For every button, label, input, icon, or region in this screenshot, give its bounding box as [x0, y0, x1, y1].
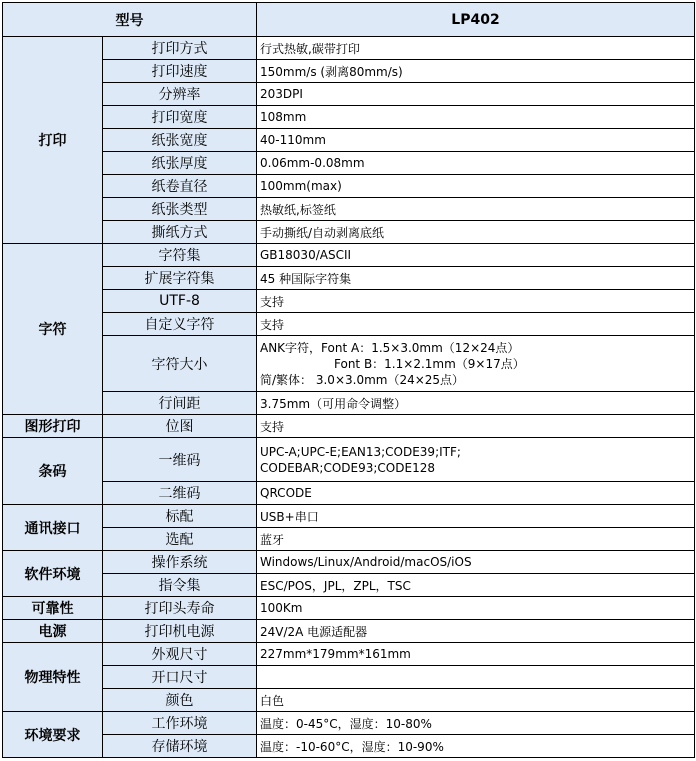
barcode-1d-label: 一维码	[103, 438, 257, 482]
char-size-line-2: Font B：1.1×2.1mm（9×17点）	[334, 356, 525, 371]
barcode-1d-value	[257, 438, 695, 482]
charset-label: 字符集	[103, 244, 257, 267]
os-label: 操作系统	[103, 551, 257, 574]
dimensions-value: 227mm*179mm*161mm	[257, 643, 695, 666]
category-character: 字符	[3, 244, 103, 415]
utf8-label: UTF-8	[103, 290, 257, 313]
print-width-label: 打印宽度	[103, 106, 257, 129]
storage-env-label: 存储环境	[103, 735, 257, 758]
category-physical: 物理特性	[3, 643, 103, 712]
paper-thickness-label: 纸张厚度	[103, 152, 257, 175]
custom-char-label: 自定义字符	[103, 313, 257, 336]
model-label: 型号	[3, 3, 257, 37]
printer-power-value: 24V/2A 电源适配器	[257, 620, 695, 643]
standard-interface-value: USB+串口	[257, 505, 695, 528]
category-graphic: 图形打印	[3, 415, 103, 438]
print-speed-label: 打印速度	[103, 60, 257, 83]
char-size-line-1: ANK字符，Font A：1.5×3.0mm（12×24点）	[260, 340, 520, 355]
resolution-value: 203DPI	[257, 83, 695, 106]
barcode-1d-line-2: CODEBAR;CODE93;CODE128	[260, 460, 435, 475]
char-size-label: 字符大小	[103, 336, 257, 392]
roll-diameter-label: 纸卷直径	[103, 175, 257, 198]
head-life-label: 打印头寿命	[103, 597, 257, 620]
paper-width-label: 纸张宽度	[103, 129, 257, 152]
resolution-label: 分辨率	[103, 83, 257, 106]
opening-size-label: 开口尺寸	[103, 666, 257, 689]
category-print: 打印	[3, 37, 103, 244]
spec-table	[2, 2, 695, 758]
dimensions-label: 外观尺寸	[103, 643, 257, 666]
print-method-value: 行式热敏,碳带打印	[257, 37, 695, 60]
opening-size-value	[257, 666, 695, 689]
paper-type-value: 热敏纸,标签纸	[257, 198, 695, 221]
header-row	[3, 3, 695, 37]
model-value: LP402	[257, 3, 695, 37]
paper-thickness-value: 0.06mm-0.08mm	[257, 152, 695, 175]
line-spacing-value: 3.75mm（可用命令调整）	[257, 392, 695, 415]
category-power: 电源	[3, 620, 103, 643]
category-software: 软件环境	[3, 551, 103, 597]
tear-method-label: 撕纸方式	[103, 221, 257, 244]
char-size-value	[257, 336, 695, 392]
bitmap-value: 支持	[257, 415, 695, 438]
paper-type-label: 纸张类型	[103, 198, 257, 221]
utf8-value: 支持	[257, 290, 695, 313]
ext-charset-label: 扩展字符集	[103, 267, 257, 290]
work-env-value: 温度：0-45°C，湿度：10-80%	[257, 712, 695, 735]
char-size-line-3: 简/繁体： 3.0×3.0mm（24×25点）	[260, 372, 465, 387]
optional-interface-value: 蓝牙	[257, 528, 695, 551]
optional-interface-label: 选配	[103, 528, 257, 551]
roll-diameter-value: 100mm(max)	[257, 175, 695, 198]
barcode-1d-line-1: UPC-A;UPC-E;EAN13;CODE39;ITF;	[260, 444, 461, 459]
bitmap-label: 位图	[103, 415, 257, 438]
line-spacing-label: 行间距	[103, 392, 257, 415]
head-life-value: 100Km	[257, 597, 695, 620]
color-value: 白色	[257, 689, 695, 712]
custom-char-value: 支持	[257, 313, 695, 336]
category-interface: 通讯接口	[3, 505, 103, 551]
print-speed-value: 150mm/s (剥离80mm/s)	[257, 60, 695, 83]
ext-charset-value: 45 种国际字符集	[257, 267, 695, 290]
tear-method-value: 手动撕纸/自动剥离底纸	[257, 221, 695, 244]
category-environment: 环境要求	[3, 712, 103, 758]
charset-value: GB18030/ASCII	[257, 244, 695, 267]
category-reliability: 可靠性	[3, 597, 103, 620]
cmdset-value: ESC/POS，JPL，ZPL，TSC	[257, 574, 695, 597]
category-barcode: 条码	[3, 438, 103, 505]
print-method-label: 打印方式	[103, 37, 257, 60]
color-label: 颜色	[103, 689, 257, 712]
print-width-value: 108mm	[257, 106, 695, 129]
barcode-2d-value: QRCODE	[257, 482, 695, 505]
storage-env-value: 温度：-10-60°C，湿度：10-90%	[257, 735, 695, 758]
work-env-label: 工作环境	[103, 712, 257, 735]
standard-interface-label: 标配	[103, 505, 257, 528]
printer-power-label: 打印机电源	[103, 620, 257, 643]
os-value: Windows/Linux/Android/macOS/iOS	[257, 551, 695, 574]
barcode-2d-label: 二维码	[103, 482, 257, 505]
paper-width-value: 40-110mm	[257, 129, 695, 152]
cmdset-label: 指令集	[103, 574, 257, 597]
